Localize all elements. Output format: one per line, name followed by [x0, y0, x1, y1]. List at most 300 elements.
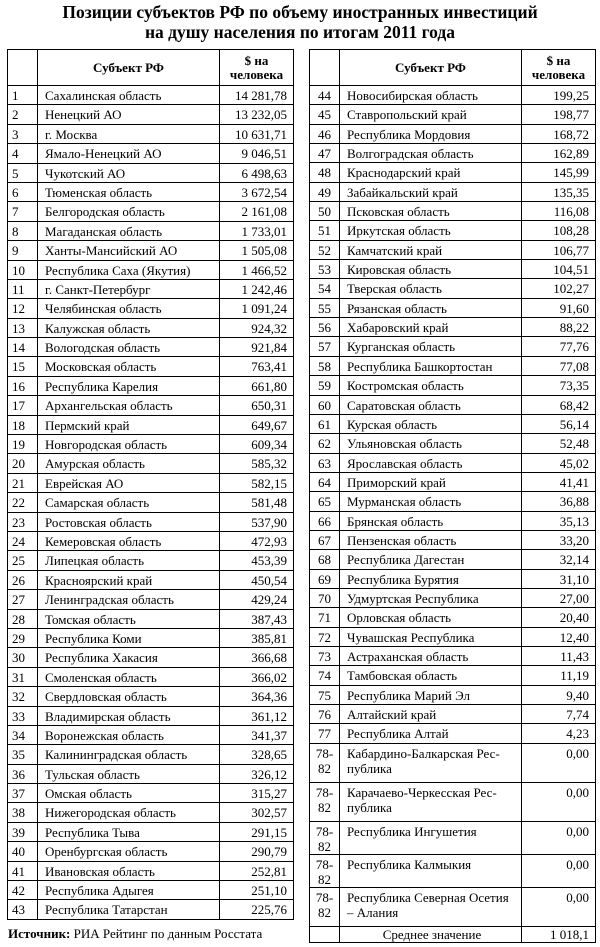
subject-cell: Республика Алтай [340, 724, 522, 743]
value-cell: 13 232,05 [220, 105, 294, 124]
subject-cell: Республика Башкортостан [340, 356, 522, 375]
subject-cell: Липецкая область [38, 551, 220, 570]
value-cell: 168,72 [522, 124, 596, 143]
rank-cell: 5 [8, 163, 38, 182]
subject-cell: Калужская область [38, 318, 220, 337]
rank-cell: 37 [8, 784, 38, 803]
table-right-column [309, 49, 595, 943]
table-body-left [8, 86, 294, 920]
value-cell: 921,84 [220, 338, 294, 357]
table-row [8, 144, 294, 163]
average-rank-cell [310, 926, 340, 942]
value-cell: 11,19 [522, 666, 596, 685]
table-row [310, 666, 596, 685]
table-row [8, 473, 294, 492]
rank-cell: 69 [310, 569, 340, 588]
subject-cell: Республика Бурятия [340, 569, 522, 588]
rank-cell: 52 [310, 240, 340, 259]
rank-cell: 50 [310, 202, 340, 221]
value-cell: 1 091,24 [220, 299, 294, 318]
subject-cell: г. Санкт-Петербург [38, 279, 220, 298]
subject-cell: Приморский край [340, 472, 522, 491]
header-value-line-1: $ на [546, 52, 571, 68]
subject-cell: Курганская область [340, 337, 522, 356]
subject-cell: Мурманская область [340, 492, 522, 511]
table-row [8, 105, 294, 124]
subject-cell: Краснодарский край [340, 163, 522, 182]
rank-cell: 47 [310, 144, 340, 163]
rank-cell: 46 [310, 124, 340, 143]
value-cell: 0,00 [522, 887, 596, 926]
rank-cell: 48 [310, 163, 340, 182]
rank-cell: 55 [310, 298, 340, 317]
table-row [310, 724, 596, 743]
subject-cell: Чувашская Республика [340, 627, 522, 646]
subject-cell: Оренбургская область [38, 842, 220, 861]
subject-cell: Нижегородская область [38, 803, 220, 822]
subject-cell: Архангельская область [38, 396, 220, 415]
value-cell: 31,10 [522, 569, 596, 588]
table-row [310, 298, 596, 317]
rank-cell: 22 [8, 493, 38, 512]
rank-cell: 59 [310, 376, 340, 395]
subject-cell: Кабардино-Балкарская Рес-публика [340, 743, 522, 782]
subject-cell: Тамбовская область [340, 666, 522, 685]
subject-cell: Тверская область [340, 279, 522, 298]
subject-cell: Владимирская область [38, 706, 220, 725]
subject-cell: Ярославская область [340, 453, 522, 472]
rank-cell: 58 [310, 356, 340, 375]
value-cell: 162,89 [522, 144, 596, 163]
subject-cell: Алтайский край [340, 705, 522, 724]
rank-cell: 7 [8, 202, 38, 221]
rank-cell: 19 [8, 435, 38, 454]
table-row [8, 667, 294, 686]
subject-cell: Смоленская область [38, 667, 220, 686]
subject-cell: Чукотский АО [38, 163, 220, 182]
value-cell: 108,28 [522, 221, 596, 240]
value-cell: 7,74 [522, 705, 596, 724]
title-line-1: Позиции субъектов РФ по объему иностранных инвестиций [62, 2, 538, 22]
value-cell: 429,24 [220, 590, 294, 609]
rank-cell: 35 [8, 745, 38, 764]
table-row [310, 627, 596, 646]
value-cell: 77,76 [522, 337, 596, 356]
rank-cell: 60 [310, 395, 340, 414]
subject-cell: Сахалинская область [38, 86, 220, 105]
subject-cell: Республика Калмыкия [340, 854, 522, 887]
table-row [8, 454, 294, 473]
table-row [8, 299, 294, 318]
table-row [310, 530, 596, 549]
subject-cell: Республика Тыва [38, 822, 220, 841]
subject-cell: Новосибирская область [340, 86, 522, 105]
table-row [8, 221, 294, 240]
rank-cell: 31 [8, 667, 38, 686]
table-row [310, 279, 596, 298]
subject-cell: Республика Карелия [38, 376, 220, 395]
table-row [310, 743, 596, 782]
value-cell: 3 672,54 [220, 182, 294, 201]
rank-cell: 72 [310, 627, 340, 646]
rank-cell: 21 [8, 473, 38, 492]
rank-cell: 10 [8, 260, 38, 279]
table-row [8, 415, 294, 434]
table-row [310, 124, 596, 143]
value-cell: 609,34 [220, 435, 294, 454]
rank-cell: 11 [8, 279, 38, 298]
value-cell: 1 466,52 [220, 260, 294, 279]
rank-cell: 53 [310, 260, 340, 279]
header-value-line-2: человека [229, 66, 284, 82]
table-row [8, 822, 294, 841]
rank-cell: 12 [8, 299, 38, 318]
rank-cell: 63 [310, 453, 340, 472]
table-row [8, 512, 294, 531]
table-row [310, 511, 596, 530]
rank-cell: 32 [8, 687, 38, 706]
subject-cell: Волгоградская область [340, 144, 522, 163]
subject-cell: Еврейская АО [38, 473, 220, 492]
source-note [8, 926, 262, 941]
subject-cell: Московская область [38, 357, 220, 376]
value-cell: 1 242,46 [220, 279, 294, 298]
rank-cell: 17 [8, 396, 38, 415]
subject-cell: Республика Ингушетия [340, 821, 522, 854]
rank-cell: 30 [8, 648, 38, 667]
rank-cell: 2 [8, 105, 38, 124]
value-cell: 661,80 [220, 376, 294, 395]
value-cell: 366,68 [220, 648, 294, 667]
value-cell: 52,48 [522, 434, 596, 453]
subject-cell: Пензенская область [340, 530, 522, 549]
rank-cell: 18 [8, 415, 38, 434]
value-cell: 0,00 [522, 743, 596, 782]
subject-cell: Республика Хакасия [38, 648, 220, 667]
rank-cell: 61 [310, 414, 340, 433]
rank-cell: 1 [8, 86, 38, 105]
subject-cell: Астраханская область [340, 646, 522, 665]
table-row [310, 376, 596, 395]
table-row [8, 202, 294, 221]
value-cell: 135,35 [522, 182, 596, 201]
value-cell: 385,81 [220, 628, 294, 647]
table-row [310, 105, 596, 124]
subject-cell: Пермский край [38, 415, 220, 434]
rank-cell: 6 [8, 182, 38, 201]
table-row [8, 182, 294, 201]
value-cell: 20,40 [522, 608, 596, 627]
header-subject: Субъект РФ [38, 50, 220, 86]
table-row [310, 318, 596, 337]
subject-cell: Саратовская область [340, 395, 522, 414]
subject-cell: Омская область [38, 784, 220, 803]
rank-cell: 70 [310, 588, 340, 607]
subject-cell: Ханты-Мансийский АО [38, 241, 220, 260]
value-cell: 1 733,01 [220, 221, 294, 240]
value-cell: 763,41 [220, 357, 294, 376]
subject-cell: Тюменская область [38, 182, 220, 201]
subject-cell: Ставропольский край [340, 105, 522, 124]
rank-cell: 23 [8, 512, 38, 531]
table-row [8, 803, 294, 822]
table-row [8, 241, 294, 260]
value-cell: 2 161,08 [220, 202, 294, 221]
table-row [8, 124, 294, 143]
value-cell: 4,23 [522, 724, 596, 743]
rank-cell: 45 [310, 105, 340, 124]
rank-cell: 71 [310, 608, 340, 627]
table-row [8, 531, 294, 550]
rank-cell: 25 [8, 551, 38, 570]
subject-cell: Томская область [38, 609, 220, 628]
subject-cell: Ямало-Ненецкий АО [38, 144, 220, 163]
subject-cell: Республика Мордовия [340, 124, 522, 143]
value-cell: 88,22 [522, 318, 596, 337]
value-cell: 116,08 [522, 202, 596, 221]
table-row [310, 492, 596, 511]
value-cell: 225,76 [220, 900, 294, 919]
value-cell: 1 505,08 [220, 241, 294, 260]
rank-cell: 28 [8, 609, 38, 628]
table-row [8, 396, 294, 415]
table-row [8, 745, 294, 764]
table-row [8, 260, 294, 279]
value-cell: 41,41 [522, 472, 596, 491]
table-row [310, 414, 596, 433]
value-cell: 537,90 [220, 512, 294, 531]
subject-cell: Новгородская область [38, 435, 220, 454]
table-row [8, 706, 294, 725]
rank-cell: 3 [8, 124, 38, 143]
rank-cell: 16 [8, 376, 38, 395]
subject-cell: Кировская область [340, 260, 522, 279]
rank-cell: 27 [8, 590, 38, 609]
rank-cell: 68 [310, 550, 340, 569]
value-cell: 341,37 [220, 725, 294, 744]
value-cell: 45,02 [522, 453, 596, 472]
subject-cell: Республика Северная Осетия – Алания [340, 887, 522, 926]
rank-cell: 78-82 [310, 782, 340, 821]
table-row [8, 764, 294, 783]
value-cell: 35,13 [522, 511, 596, 530]
table-row [310, 705, 596, 724]
subject-cell: Камчатский край [340, 240, 522, 259]
table-row [8, 435, 294, 454]
table-row [8, 338, 294, 357]
table-row [310, 337, 596, 356]
rank-cell: 4 [8, 144, 38, 163]
table-row [310, 472, 596, 491]
table-row [8, 784, 294, 803]
table-row [310, 588, 596, 607]
subject-cell: Калининградская область [38, 745, 220, 764]
value-cell: 472,93 [220, 531, 294, 550]
value-cell: 12,40 [522, 627, 596, 646]
table-row [8, 590, 294, 609]
rank-cell: 42 [8, 881, 38, 900]
subject-cell: Самарская область [38, 493, 220, 512]
value-cell: 364,36 [220, 687, 294, 706]
table-row [8, 279, 294, 298]
table-row [310, 356, 596, 375]
rank-cell: 33 [8, 706, 38, 725]
subject-cell: Кемеровская область [38, 531, 220, 550]
value-cell: 199,25 [522, 86, 596, 105]
value-cell: 251,10 [220, 881, 294, 900]
table-row [310, 550, 596, 569]
table-row [310, 685, 596, 704]
rank-cell: 14 [8, 338, 38, 357]
value-cell: 145,99 [522, 163, 596, 182]
table-row [310, 782, 596, 821]
table-row [8, 86, 294, 105]
header-subject: Субъект РФ [340, 50, 522, 86]
average-label: Среднее значение [340, 926, 522, 942]
table-row [8, 687, 294, 706]
source-text: РИА Рейтинг по данным Росстата [73, 926, 263, 941]
header-value [522, 50, 596, 86]
page-title [0, 2, 600, 42]
table-row [8, 648, 294, 667]
value-cell: 581,48 [220, 493, 294, 512]
value-cell: 0,00 [522, 821, 596, 854]
table-row [310, 86, 596, 105]
rank-cell: 56 [310, 318, 340, 337]
table-row [310, 569, 596, 588]
value-cell: 10 631,71 [220, 124, 294, 143]
subject-cell: Псковская область [340, 202, 522, 221]
value-cell: 582,15 [220, 473, 294, 492]
rank-cell: 65 [310, 492, 340, 511]
table-row [310, 202, 596, 221]
value-cell: 91,60 [522, 298, 596, 317]
ranking-table-right [309, 49, 596, 943]
subject-cell: Республика Саха (Якутия) [38, 260, 220, 279]
rank-cell: 36 [8, 764, 38, 783]
value-cell: 252,81 [220, 861, 294, 880]
subject-cell: Ростовская область [38, 512, 220, 531]
rank-cell: 78-82 [310, 854, 340, 887]
table-row [8, 376, 294, 395]
subject-cell: Белгородская область [38, 202, 220, 221]
subject-cell: Вологодская область [38, 338, 220, 357]
value-cell: 11,43 [522, 646, 596, 665]
subject-cell: Ленинградская область [38, 590, 220, 609]
value-cell: 33,20 [522, 530, 596, 549]
rank-cell: 76 [310, 705, 340, 724]
subject-cell: Республика Коми [38, 628, 220, 647]
table-row [8, 163, 294, 182]
table-row [310, 434, 596, 453]
rank-cell: 57 [310, 337, 340, 356]
table-row [310, 821, 596, 854]
value-cell: 6 498,63 [220, 163, 294, 182]
value-cell: 106,77 [522, 240, 596, 259]
value-cell: 326,12 [220, 764, 294, 783]
value-cell: 366,02 [220, 667, 294, 686]
value-cell: 68,42 [522, 395, 596, 414]
subject-cell: Рязанская область [340, 298, 522, 317]
table-row [310, 646, 596, 665]
table-row [310, 221, 596, 240]
subject-cell: Ивановская область [38, 861, 220, 880]
value-cell: 387,43 [220, 609, 294, 628]
table-header-row [310, 50, 596, 86]
rank-cell: 66 [310, 511, 340, 530]
value-cell: 9 046,51 [220, 144, 294, 163]
subject-cell: Карачаево-Черкесская Рес-публика [340, 782, 522, 821]
rank-cell: 40 [8, 842, 38, 861]
subject-cell: Ульяновская область [340, 434, 522, 453]
value-cell: 290,79 [220, 842, 294, 861]
value-cell: 56,14 [522, 414, 596, 433]
header-value [220, 50, 294, 86]
table-row [310, 887, 596, 926]
header-value-line-1: $ на [244, 52, 269, 68]
value-cell: 77,08 [522, 356, 596, 375]
value-cell: 302,57 [220, 803, 294, 822]
value-cell: 291,15 [220, 822, 294, 841]
subject-cell: Республика Татарстан [38, 900, 220, 919]
source-label: Источник: [8, 926, 71, 941]
value-cell: 450,54 [220, 570, 294, 589]
table-row [8, 357, 294, 376]
title-line-2: на душу населения по итогам 2011 года [144, 22, 456, 42]
value-cell: 328,65 [220, 745, 294, 764]
value-cell: 453,39 [220, 551, 294, 570]
rank-cell: 13 [8, 318, 38, 337]
rank-cell: 43 [8, 900, 38, 919]
subject-cell: Иркутская область [340, 221, 522, 240]
subject-cell: Хабаровский край [340, 318, 522, 337]
header-rank [8, 50, 38, 86]
header-rank [310, 50, 340, 86]
ranking-table-left [7, 49, 294, 920]
subject-cell: Амурская область [38, 454, 220, 473]
table-row [310, 163, 596, 182]
table-body-right [310, 86, 596, 927]
subject-cell: Орловская область [340, 608, 522, 627]
rank-cell: 41 [8, 861, 38, 880]
subject-cell: Ненецкий АО [38, 105, 220, 124]
average-value: 1 018,1 [522, 926, 596, 942]
rank-cell: 77 [310, 724, 340, 743]
table-row [8, 881, 294, 900]
table-row [8, 861, 294, 880]
value-cell: 14 281,78 [220, 86, 294, 105]
rank-cell: 26 [8, 570, 38, 589]
subject-cell: Челябинская область [38, 299, 220, 318]
table-row [8, 842, 294, 861]
rank-cell: 24 [8, 531, 38, 550]
value-cell: 585,32 [220, 454, 294, 473]
table-row [8, 725, 294, 744]
rank-cell: 44 [310, 86, 340, 105]
subject-cell: Республика Марий Эл [340, 685, 522, 704]
subject-cell: Брянская область [340, 511, 522, 530]
rank-cell: 78-82 [310, 743, 340, 782]
value-cell: 924,32 [220, 318, 294, 337]
subject-cell: Курская область [340, 414, 522, 433]
rank-cell: 64 [310, 472, 340, 491]
subject-cell: Красноярский край [38, 570, 220, 589]
rank-cell: 8 [8, 221, 38, 240]
table-row [310, 608, 596, 627]
table-row [310, 182, 596, 201]
rank-cell: 67 [310, 530, 340, 549]
rank-cell: 51 [310, 221, 340, 240]
